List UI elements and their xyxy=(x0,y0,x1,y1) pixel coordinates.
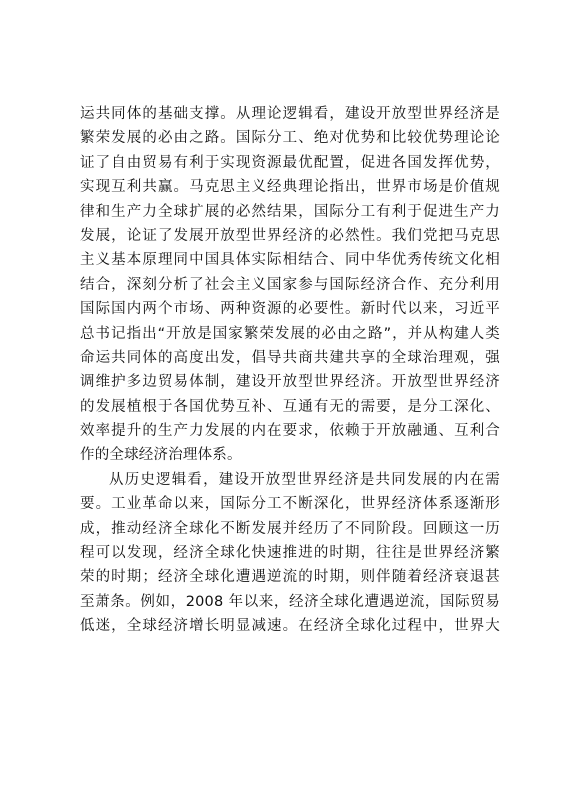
paragraph-2 xyxy=(80,468,500,639)
text-line: 作的全球经济治理体系。 xyxy=(80,447,242,464)
text-line: 繁荣发展的必由之路。国际分工、绝对优势和比较优势理论论 xyxy=(80,130,500,147)
text-line: 效率提升的生产力发展的内在要求，依赖于开放融通、互利合 xyxy=(80,423,500,440)
text-line: 荣的时期；经济全球化遭遇逆流的时期，则伴随着经济衰退甚 xyxy=(80,569,500,586)
text-line: 总书记指出“开放是国家繁荣发展的必由之路”，并从构建人类 xyxy=(80,325,500,342)
text-line: 程可以发现，经济全球化快速推进的时期，往往是世界经济繁 xyxy=(80,545,500,562)
text-line: 发展，论证了发展开放型世界经济的必然性。我们党把马克思 xyxy=(80,227,500,244)
text-line: 要。工业革命以来，国际分工不断深化，世界经济体系逐渐形 xyxy=(80,496,500,513)
text-line: 结合，深刻分析了社会主义国家参与国际经济合作、充分利用 xyxy=(80,276,500,293)
text-line: 命运共同体的高度出发，倡导共商共建共享的全球治理观，强 xyxy=(80,349,500,366)
text-line: 运共同体的基础支撑。从理论逻辑看，建设开放型世界经济是 xyxy=(80,106,500,122)
text-line: 律和生产力全球扩展的必然结果，国际分工有利于促进生产力 xyxy=(80,203,500,220)
text-line: 从历史逻辑看，建设开放型世界经济是共同发展的内在需 xyxy=(109,471,500,488)
text-line: 主义基本原理同中国具体实际相结合、同中华优秀传统文化相 xyxy=(80,252,500,269)
text-line: 证了自由贸易有利于实现资源最优配置，促进各国发挥优势， xyxy=(80,154,500,171)
text-line: 至萧条。例如，2008 年以来，经济全球化遭遇逆流，国际贸易 xyxy=(80,593,500,610)
text-line: 低迷，全球经济增长明显减速。在经济全球化过程中，世界大 xyxy=(80,618,500,635)
text-line: 实现互利共赢。马克思主义经典理论指出，世界市场是价值规 xyxy=(80,179,500,196)
text-line: 调维护多边贸易体制，建设开放型世界经济。开放型世界经济 xyxy=(80,374,500,391)
text-line: 国际国内两个市场、两种资源的必要性。新时代以来，习近平 xyxy=(80,301,500,318)
body-text xyxy=(80,102,500,639)
paragraph-1 xyxy=(80,102,500,468)
text-line: 成，推动经济全球化不断发展并经历了不同阶段。回顾这一历 xyxy=(80,520,500,537)
text-line: 的发展植根于各国优势互补、互通有无的需要，是分工深化、 xyxy=(80,398,500,415)
